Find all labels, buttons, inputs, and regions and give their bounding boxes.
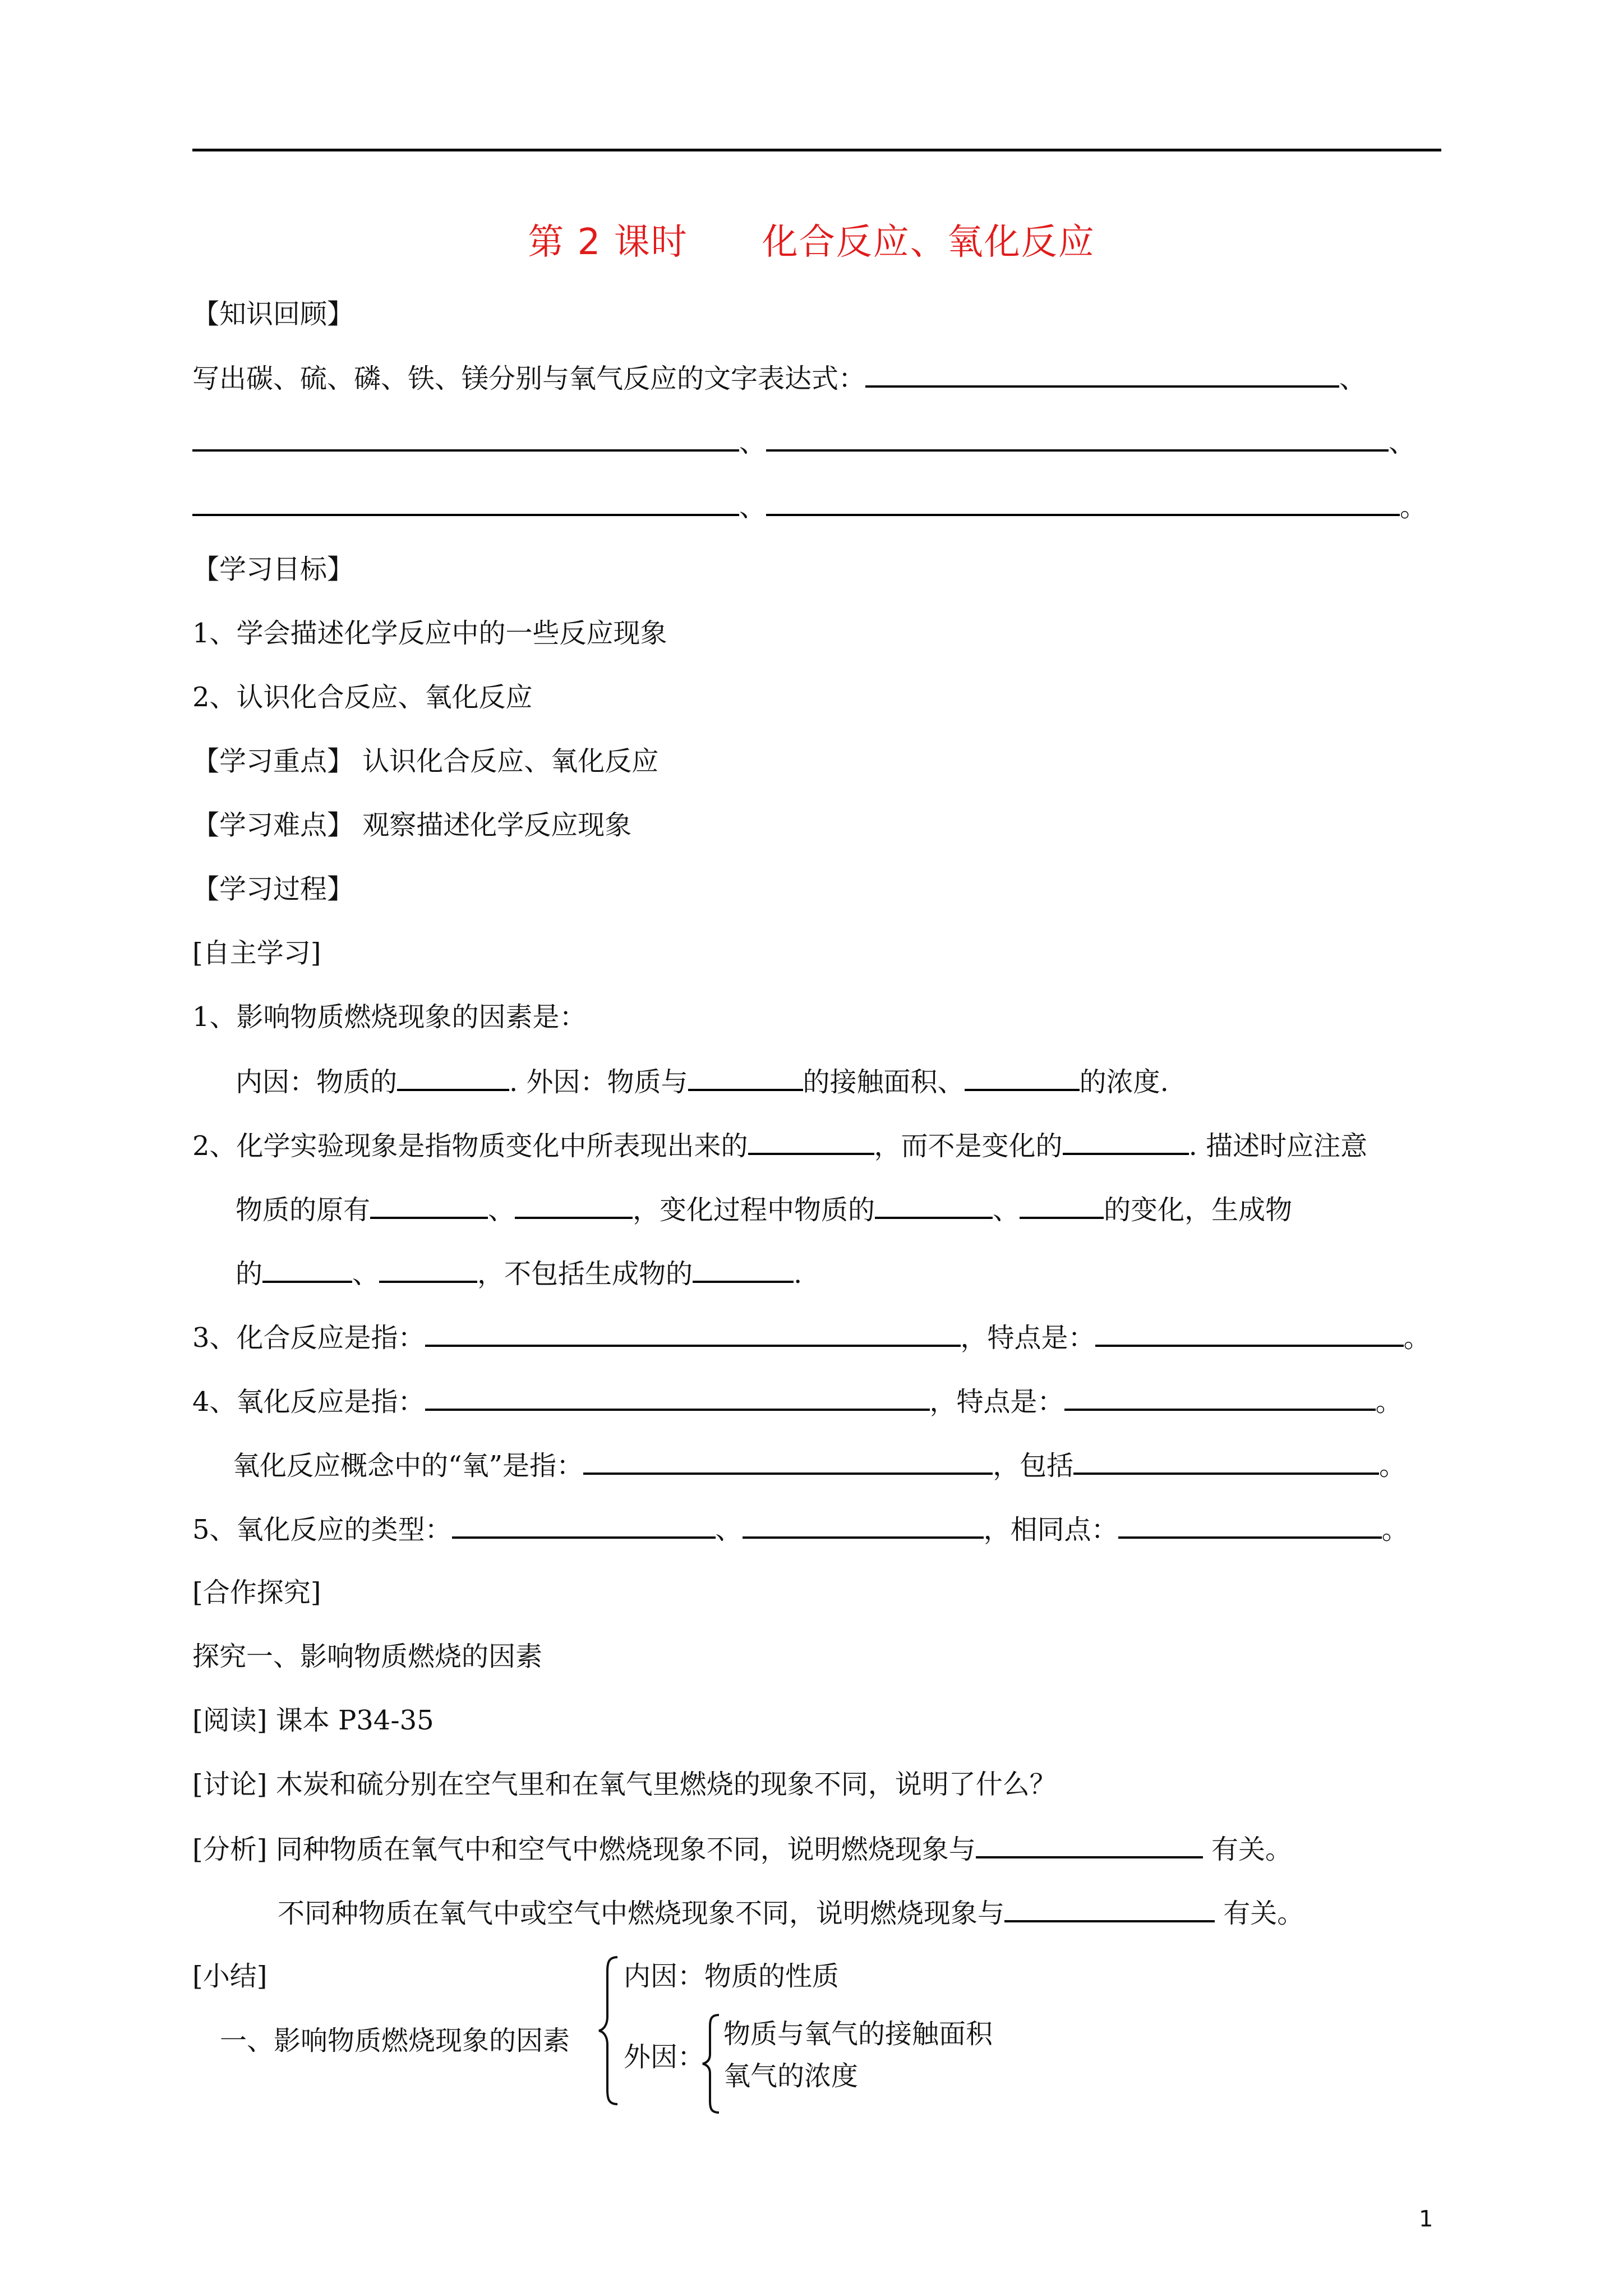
text: 3、化合反应是指： (192, 1322, 425, 1354)
separator: 。 (1400, 491, 1427, 523)
answer-blank[interactable] (262, 1256, 352, 1283)
separator: 、 (1389, 427, 1416, 458)
answer-blank[interactable] (693, 1256, 794, 1283)
question-4 (192, 1384, 1403, 1419)
text: 、 (715, 1514, 743, 1545)
separator: 、 (739, 427, 767, 458)
answer-blank[interactable] (688, 1064, 803, 1091)
discuss-label: [讨论] 木炭和硫分别在空气里和在氧气里燃烧的现象不同，说明了什么？ (192, 1769, 1057, 1800)
question-2 (192, 1128, 1367, 1163)
analysis-2 (278, 1895, 1304, 1930)
text: 5、氧化反应的类型： (192, 1514, 452, 1545)
answer-blank[interactable] (583, 1448, 993, 1475)
review-line-1 (192, 361, 1366, 395)
answer-blank[interactable] (425, 1384, 930, 1411)
goal-2: 2、认识化合反应、氧化反应 (192, 682, 533, 713)
text: ，特点是： (960, 1322, 1095, 1354)
text: 有关。 (1202, 1834, 1292, 1865)
header-rule (192, 149, 1441, 151)
text: 氧化反应概念中的“氧”是指： (233, 1450, 584, 1481)
text: ，包括 (993, 1450, 1074, 1481)
answer-blank[interactable] (1073, 1448, 1379, 1475)
text: 4、氧化反应是指： (192, 1386, 425, 1418)
answer-blank[interactable] (1004, 1895, 1215, 1922)
text: 的变化，生成物 (1104, 1194, 1293, 1226)
text: [分析] 同种物质在氧气中和空气中燃烧现象不同，说明燃烧现象与 (192, 1834, 976, 1865)
question-1-answer (236, 1064, 1169, 1099)
outer-factor-2: 氧气的浓度 (723, 2060, 859, 2092)
question-3 (192, 1320, 1431, 1355)
left-brace-icon (597, 1955, 620, 2106)
difficulty: 【学习难点】 观察描述化学反应现象 (192, 809, 632, 841)
text: . (794, 1258, 803, 1290)
answer-blank[interactable] (743, 1512, 984, 1539)
answer-blank[interactable] (875, 1192, 993, 1219)
text: 有关。 (1215, 1898, 1304, 1929)
left-brace-icon (701, 2013, 721, 2115)
question-5 (192, 1512, 1409, 1547)
outer-factor: 外因： (624, 2041, 705, 2073)
inner-factor: 内因：物质的性质 (624, 1961, 840, 1992)
review-line-2 (192, 425, 1415, 459)
review-heading: 【知识回顾】 (192, 298, 354, 330)
question-2-line-2 (236, 1192, 1292, 1227)
text: 2、化学实验现象是指物质变化中所表现出来的 (192, 1130, 748, 1162)
question-1: 1、影响物质燃烧现象的因素是： (192, 1001, 587, 1033)
summary-label: [小结] (192, 1961, 268, 1992)
answer-blank[interactable] (748, 1128, 874, 1155)
outer-factor-1: 物质与氧气的接触面积 (723, 2018, 993, 2050)
goal-1: 1、学会描述化学反应中的一些反应现象 (192, 618, 667, 649)
text: ，相同点： (983, 1514, 1118, 1545)
text: 、 (352, 1258, 380, 1290)
text: 、 (488, 1194, 515, 1226)
text: 。 (1403, 1322, 1431, 1354)
analysis-1 (192, 1832, 1292, 1866)
review-text: 写出碳、硫、磷、铁、镁分别与氧气反应的文字表达式： (192, 363, 866, 394)
text: . 描述时应注意 (1188, 1130, 1368, 1162)
text: 。 (1379, 1450, 1407, 1481)
explore-1: 探究一、影响物质燃烧的因素 (192, 1641, 543, 1672)
answer-blank[interactable] (1118, 1512, 1382, 1539)
answer-blank[interactable] (425, 1320, 961, 1347)
self-study-label: [自主学习] (192, 937, 321, 969)
answer-blank[interactable] (766, 425, 1389, 452)
answer-blank[interactable] (1063, 1128, 1189, 1155)
answer-blank[interactable] (1095, 1320, 1404, 1347)
text: 物质的原有 (236, 1194, 371, 1226)
question-4-line-2 (233, 1448, 1406, 1483)
text: ，而不是变化的 (874, 1130, 1063, 1162)
separator: 、 (1339, 363, 1367, 394)
answer-blank[interactable] (397, 1064, 509, 1091)
separator: 、 (739, 491, 767, 523)
answer-blank[interactable] (766, 489, 1400, 516)
answer-blank[interactable] (1064, 1384, 1376, 1411)
answer-blank[interactable] (452, 1512, 716, 1539)
answer-blank[interactable] (370, 1192, 488, 1219)
text: ，不包括生成物的 (477, 1258, 693, 1290)
question-2-line-3 (236, 1256, 802, 1291)
review-line-3 (192, 489, 1427, 524)
text: 的 (236, 1258, 263, 1290)
text: 不同种物质在氧气中或空气中燃烧现象不同，说明燃烧现象与 (278, 1898, 1005, 1929)
answer-blank[interactable] (976, 1832, 1203, 1858)
key-point: 【学习重点】 认识化合反应、氧化反应 (192, 746, 659, 777)
answer-blank[interactable] (515, 1192, 633, 1219)
page-number: 1 (1419, 2206, 1433, 2232)
text: 。 (1375, 1386, 1403, 1418)
text: 的接触面积、 (803, 1066, 965, 1098)
goals-heading: 【学习目标】 (192, 554, 354, 585)
text: 的浓度. (1079, 1066, 1169, 1098)
text: ，特点是： (929, 1386, 1064, 1418)
text: 内因：物质的 (236, 1066, 398, 1098)
process-heading: 【学习过程】 (192, 873, 354, 905)
text: 、 (993, 1194, 1020, 1226)
read-label: [阅读] 课本 P34-35 (192, 1705, 434, 1736)
text: 。 (1381, 1514, 1409, 1545)
answer-blank[interactable] (192, 489, 739, 516)
answer-blank[interactable] (379, 1256, 477, 1283)
answer-blank[interactable] (1020, 1192, 1104, 1219)
coop-label: [合作探究] (192, 1577, 321, 1608)
answer-blank[interactable] (192, 425, 739, 452)
answer-blank[interactable] (965, 1064, 1080, 1091)
answer-blank[interactable] (865, 361, 1339, 388)
page-title: 第 2 课时 化合反应、氧化反应 (528, 222, 1095, 263)
summary-main: 一、影响物质燃烧现象的因素 (220, 2025, 570, 2056)
text: ，变化过程中物质的 (633, 1194, 875, 1226)
text: . 外因：物质与 (509, 1066, 688, 1098)
